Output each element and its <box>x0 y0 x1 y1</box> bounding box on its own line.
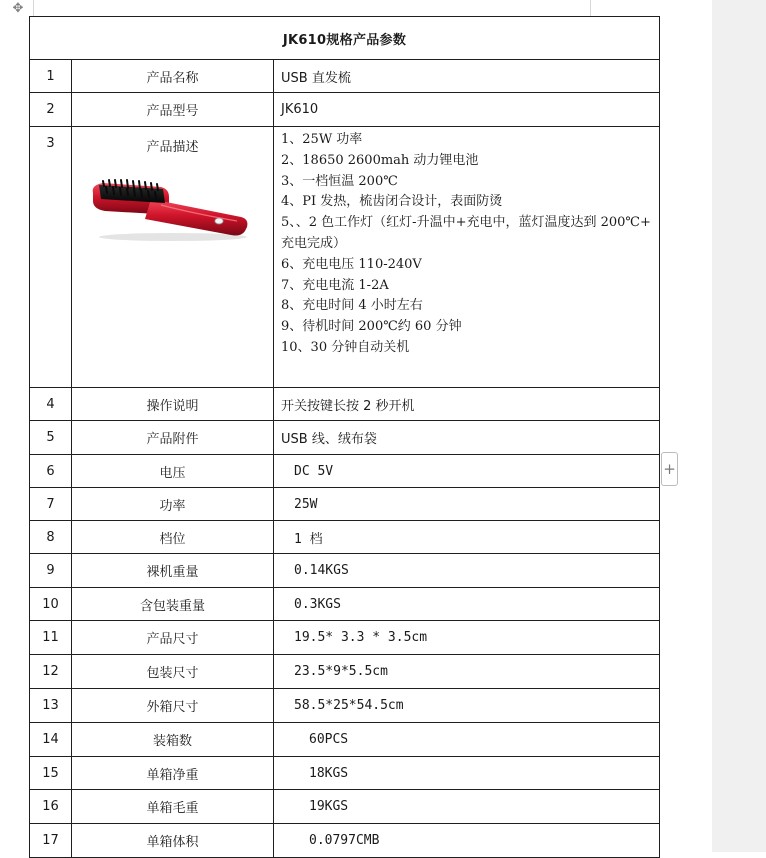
param-name[interactable]: 操作说明 <box>72 388 274 421</box>
row-number[interactable]: 14 <box>30 723 72 757</box>
param-name[interactable]: 单箱净重 <box>72 757 274 790</box>
spec-table <box>29 16 660 858</box>
param-value[interactable]: 0.3KGS <box>274 588 660 621</box>
param-value[interactable]: DC 5V <box>274 455 660 488</box>
row-number[interactable]: 10 <box>30 588 72 621</box>
description-list[interactable] <box>274 127 660 388</box>
param-name[interactable]: 产品附件 <box>72 421 274 455</box>
table-row <box>30 757 660 790</box>
param-value[interactable]: JK610 <box>274 93 660 127</box>
table-row <box>30 790 660 824</box>
table-row <box>30 621 660 655</box>
row-number[interactable]: 13 <box>30 689 72 723</box>
param-name[interactable]: 单箱毛重 <box>72 790 274 824</box>
page-margin-guide <box>33 0 591 16</box>
add-column-plus-icon[interactable]: + <box>661 452 678 486</box>
table-row <box>30 93 660 127</box>
description-line: 6、充电电压 110-240V <box>281 256 422 272</box>
param-value[interactable]: 0.14KGS <box>274 554 660 588</box>
description-line: 5、、2 色工作灯（红灯-升温中+充电中，蓝灯温度达到 200℃+ <box>281 215 651 231</box>
param-name[interactable]: 档位 <box>72 521 274 554</box>
param-name[interactable]: 单箱体积 <box>72 824 274 858</box>
table-row <box>30 60 660 93</box>
table-move-handle-icon[interactable]: ✥ <box>12 0 24 16</box>
param-value[interactable]: 18KGS <box>274 757 660 790</box>
description-line: 8、充电时间 4 小时左右 <box>281 298 423 314</box>
description-line: 7、充电电流 1-2A <box>281 277 389 293</box>
table-row <box>30 488 660 521</box>
description-line: 9、待机时间 200℃约 60 分钟 <box>281 319 462 335</box>
table-title[interactable]: JK610规格产品参数 <box>30 17 660 60</box>
param-name: 产品描述 <box>146 140 199 155</box>
param-name[interactable]: 电压 <box>72 455 274 488</box>
table-row-description <box>30 127 660 388</box>
param-value[interactable]: 1 档 <box>274 521 660 554</box>
param-value[interactable]: 23.5*9*5.5cm <box>274 655 660 689</box>
param-name[interactable]: 产品型号 <box>72 93 274 127</box>
param-value[interactable]: 25W <box>274 488 660 521</box>
param-value[interactable]: USB 直发梳 <box>274 60 660 93</box>
description-line: 2、18650 2600mah 动力锂电池 <box>281 152 479 168</box>
param-value[interactable]: 开关按键长按 2 秒开机 <box>274 388 660 421</box>
param-value[interactable]: 58.5*25*54.5cm <box>274 689 660 723</box>
row-number[interactable]: 1 <box>30 60 72 93</box>
editor-right-gutter <box>712 0 766 852</box>
param-value[interactable]: 19KGS <box>274 790 660 824</box>
title-row <box>30 17 660 60</box>
row-number[interactable]: 7 <box>30 488 72 521</box>
table-row <box>30 455 660 488</box>
param-value[interactable]: 60PCS <box>274 723 660 757</box>
row-number[interactable]: 6 <box>30 455 72 488</box>
row-number[interactable]: 8 <box>30 521 72 554</box>
table-row <box>30 655 660 689</box>
table-row <box>30 521 660 554</box>
row-number[interactable]: 12 <box>30 655 72 689</box>
row-number[interactable]: 9 <box>30 554 72 588</box>
description-line: 充电完成） <box>281 235 347 251</box>
description-line: 3、一档恒温 200℃ <box>281 173 398 189</box>
hair-straightener-brush-image <box>91 177 251 243</box>
description-line: 1、25W 功率 <box>281 132 363 147</box>
param-name[interactable]: 裸机重量 <box>72 554 274 588</box>
param-name[interactable]: 产品尺寸 <box>72 621 274 655</box>
row-number[interactable]: 5 <box>30 421 72 455</box>
row-number[interactable]: 3 <box>30 127 72 388</box>
param-name[interactable]: 含包装重量 <box>72 588 274 621</box>
description-line: 10、30 分钟自动关机 <box>281 339 410 355</box>
description-line: 4、PI 发热，梳齿闭合设计，表面防烫 <box>281 194 503 210</box>
param-name[interactable]: 外箱尺寸 <box>72 689 274 723</box>
param-name-cell[interactable] <box>72 127 274 388</box>
param-name[interactable]: 装箱数 <box>72 723 274 757</box>
param-name[interactable]: 功率 <box>72 488 274 521</box>
row-number[interactable]: 16 <box>30 790 72 824</box>
param-value[interactable]: USB 线、绒布袋 <box>274 421 660 455</box>
param-name[interactable]: 产品名称 <box>72 60 274 93</box>
table-row <box>30 554 660 588</box>
row-number[interactable]: 4 <box>30 388 72 421</box>
table-row <box>30 689 660 723</box>
param-value[interactable]: 19.5* 3.3 * 3.5cm <box>274 621 660 655</box>
param-name[interactable]: 包装尺寸 <box>72 655 274 689</box>
table-row <box>30 824 660 858</box>
row-number[interactable]: 11 <box>30 621 72 655</box>
table-row <box>30 421 660 455</box>
row-number[interactable]: 17 <box>30 824 72 858</box>
table-row <box>30 388 660 421</box>
row-number[interactable]: 2 <box>30 93 72 127</box>
table-row <box>30 723 660 757</box>
row-number[interactable]: 15 <box>30 757 72 790</box>
param-value[interactable]: 0.0797CMB <box>274 824 660 858</box>
table-row <box>30 588 660 621</box>
